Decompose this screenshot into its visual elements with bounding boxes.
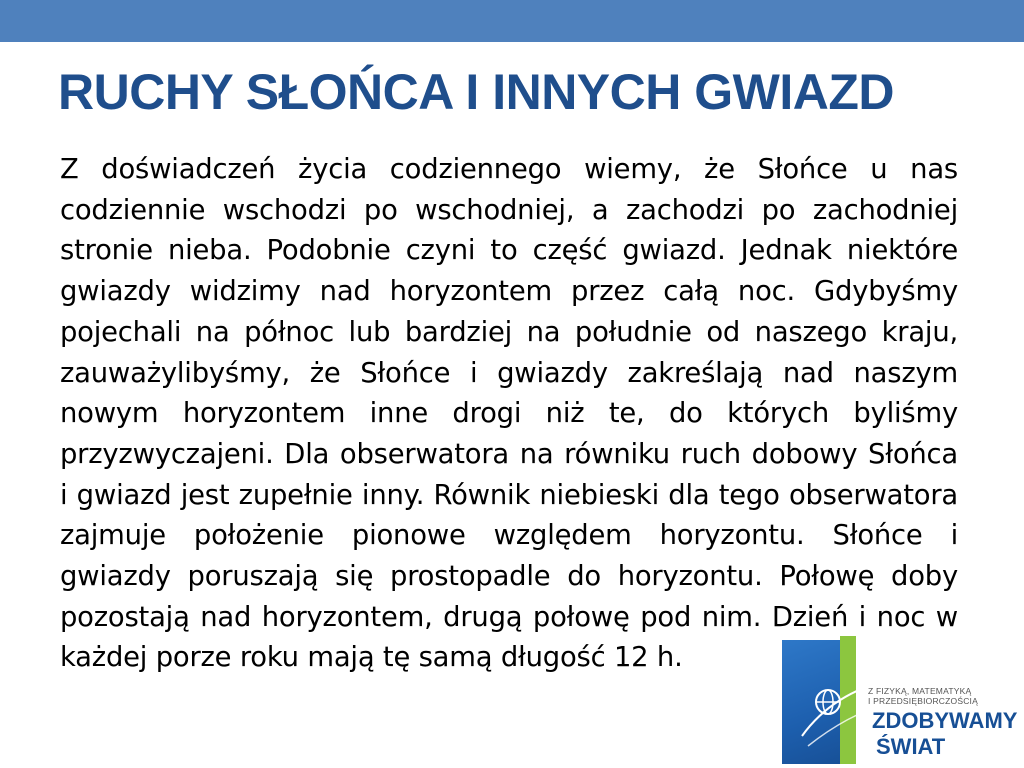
header-bar [0, 0, 1024, 42]
logo-tagline-line2: I PRZEDSIĘBIORCZOŚCIĄ [868, 696, 978, 706]
logo-brand-line2: ŚWIAT [876, 734, 946, 759]
slide-title: RUCHY SŁOŃCA I INNYCH GWIAZD [58, 64, 894, 120]
logo-brand-line1: ZDOBYWAMY [872, 708, 1018, 733]
logo-tagline [868, 686, 1024, 706]
slide-body-text: Z doświadczeń życia codziennego wiemy, że Słońce u nas codziennie wschodzi po wschodniej, a zachodzi po zachodniej stronie nieba. Podobnie czyni to część gwiazd. Jednak niektóre gwiazdy widzimy nad horyzontem przez całą noc. Gdybyśmy pojechali na północ lub bardziej na południe od naszego kraju, zauważylibyśmy, że Słońce i gwiazdy zakreślają nad naszym nowym horyzontem inne drogi niż te, do których byliśmy przyzwyczajeni. Dla obserwatora na równiku ruch dobowy Słońca i gwiazd jest zupełnie inny. Równik niebieski dla tego obserwatora zajmuje położenie pionowe względem horyzontu. Słońce i gwiazdy poruszają się prostopadle do horyzontu. Połowę doby pozostają nad horyzontem, drugą połowę pod nim. Dzień i noc w każdej porze roku mają tę samą długość 12 h. [60, 154, 958, 674]
logo-tagline-line1: Z FIZYKĄ, MATEMATYKĄ [868, 686, 972, 696]
